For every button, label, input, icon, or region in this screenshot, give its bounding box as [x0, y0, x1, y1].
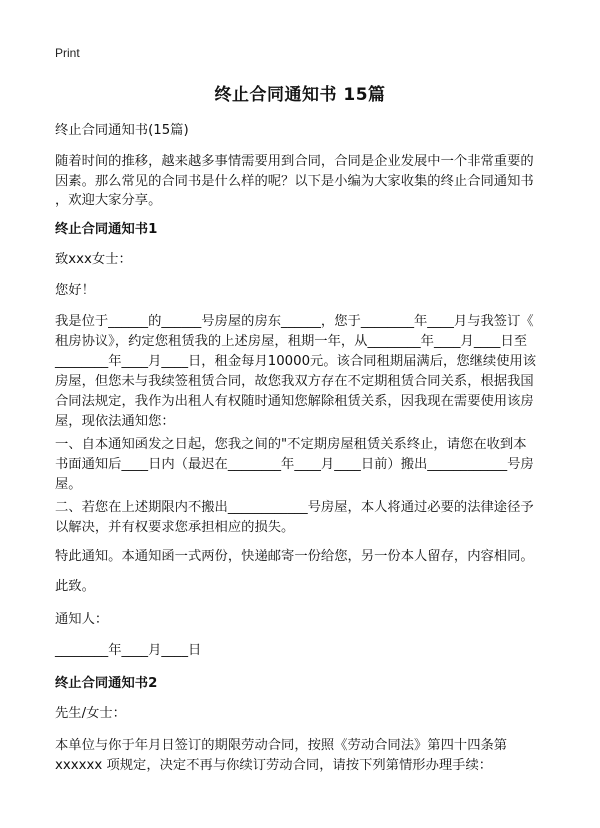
- body-line: 特此通知。本通知函一式两份，快递邮寄一份给您，另一份本人留存，内容相同。: [55, 549, 534, 564]
- intro-line: 随着时间的推移，越来越多事情需要用到合同，合同是企业发展中一个非常重要的: [55, 154, 534, 169]
- body-line: 以解决，并有权要求您承担相应的损失。: [55, 520, 295, 535]
- body-line: 屋，现依法通知您：: [55, 414, 175, 429]
- body-line: 屋。: [55, 477, 82, 492]
- body-line: 我是位于______的______号房屋的房东______，您于________年____月与我签订《: [55, 314, 534, 329]
- body-line: 一、自本通知函发之日起，您我之间的"不定期房屋租赁关系终止，请您在收到本: [55, 437, 527, 452]
- closing: 此致。: [55, 579, 95, 594]
- section-heading: 终止合同通知书2: [55, 676, 158, 691]
- body-line: 书面通知后____日内（最迟在________年____月____日前）搬出____________号房: [55, 457, 534, 472]
- print-link[interactable]: Print: [55, 46, 80, 60]
- greeting: 您好！: [55, 283, 95, 298]
- intro-line: 因素。那么常见的合同书是什么样的呢？以下是小编为大家收集的终止合同通知书: [55, 174, 534, 189]
- body-line: 合同法规定，我作为出租人有权随时通知您解除租赁关系，因我现在需要使用该房: [55, 394, 534, 409]
- intro-line: ，欢迎大家分享。: [55, 193, 162, 208]
- body-line: ________年____月____日，租金每月10000元。该合同租期届满后，您继续使用该: [55, 354, 537, 369]
- body-line: 房屋，但您未与我续签租赁合同，故您我双方存在不定期租赁合同关系，根据我国: [55, 374, 534, 389]
- notifier-label: 通知人：: [55, 612, 109, 627]
- section-heading: 终止合同通知书1: [55, 222, 158, 237]
- body-line: 本单位与你于年月日签订的期限劳动合同，按照《劳动合同法》第四十四条第: [55, 738, 508, 753]
- addressee: 先生/女士：: [55, 706, 126, 721]
- document-subtitle: 终止合同通知书(15篇): [55, 123, 189, 138]
- body-line: xxxxxx 项规定，决定不再与你续订劳动合同，请按下列第情形办理手续：: [55, 758, 493, 773]
- body-line: 租房协议》，约定您租赁我的上述房屋，租期一年，从________年____月____日至: [55, 334, 528, 349]
- body-line: 二、若您在上述期限内不搬出____________号房屋，本人将通过必要的法律途径予: [55, 500, 534, 515]
- addressee: 致xxx女士：: [55, 252, 132, 267]
- document-title: 终止合同通知书 15篇: [214, 85, 386, 105]
- date-line: ________年____月____日: [55, 643, 202, 658]
